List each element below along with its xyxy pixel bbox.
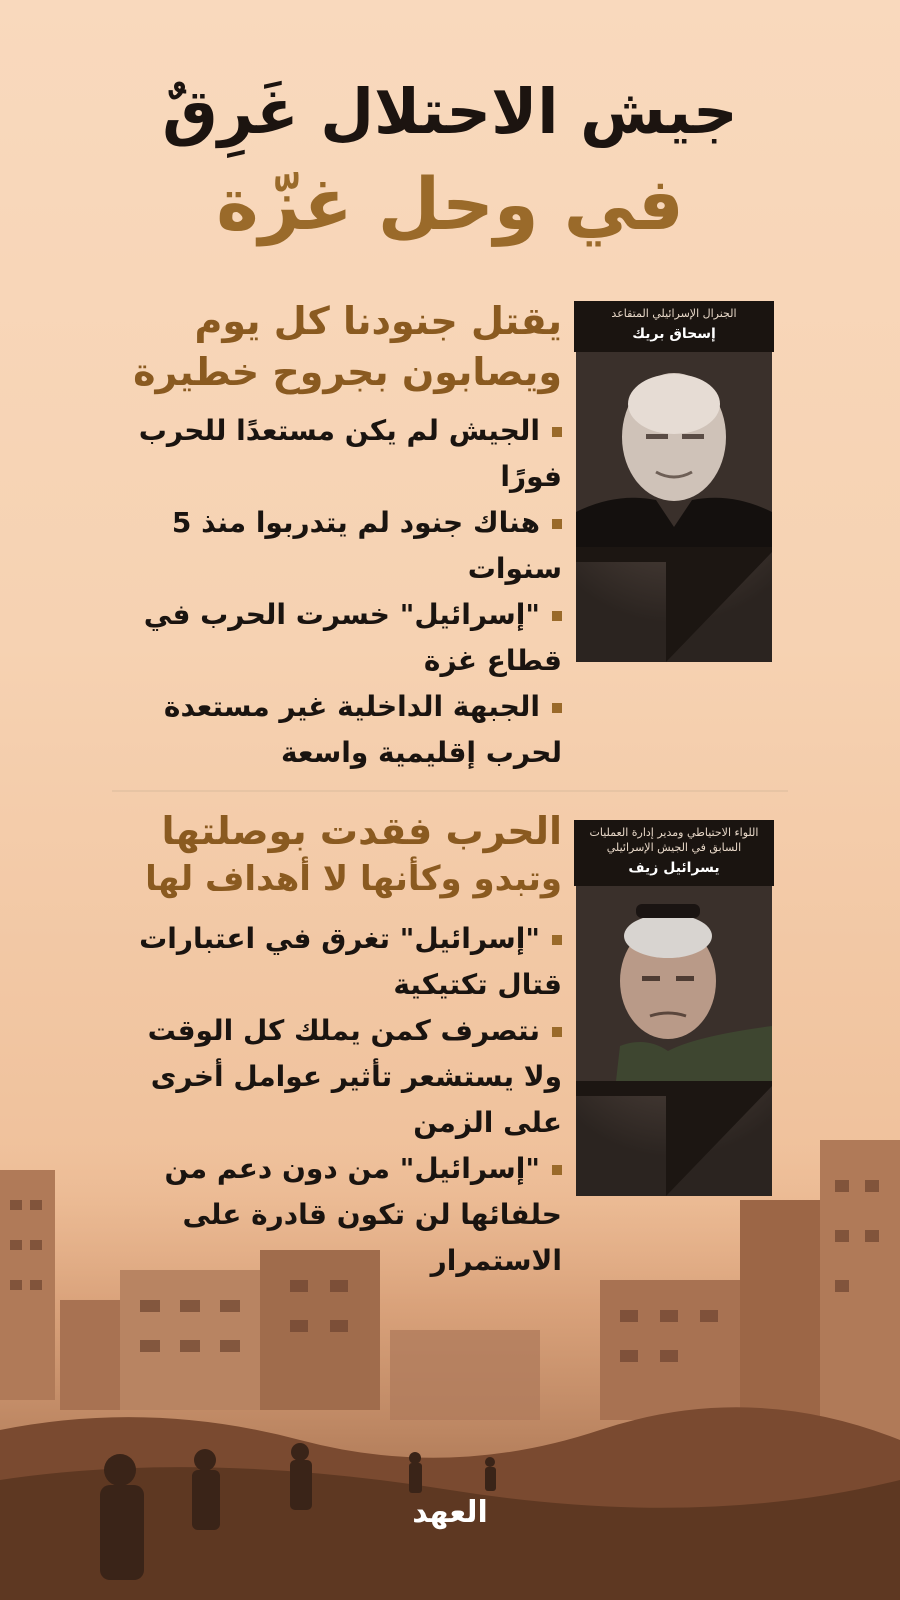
bullet-icon [552,703,562,713]
person-label [574,301,774,352]
bullet-icon [552,935,562,945]
bullet-icon [552,519,562,529]
headline-line: ويصابون بجروح خطيرة [133,350,562,395]
person-label [574,820,774,886]
headline-line: وتبدو وكأنها لا أهداف لها [145,859,562,900]
quote-tail-icon [576,547,772,662]
list-item: الجيش لم يكن مستعدًا للحرب فورًا [138,414,562,493]
bullet-icon [552,427,562,437]
portrait-icon [576,352,772,547]
section-divider [112,790,788,792]
page-subtitle: في وحل غزّة [216,162,684,246]
brand-logo: العهد [412,1495,488,1530]
headline [112,806,562,903]
headline-line: الحرب فقدت بوصلتها [161,809,562,853]
bullet-icon [552,1165,562,1175]
person-card [574,301,774,662]
list-item: هناك جنود لم يتدربوا منذ 5 سنوات [171,506,562,585]
person-role: اللواء الاحتياطي ومدير إدارة العمليات السابق في الجيش الإسرائيلي [589,826,759,854]
person-role: الجنرال الإسرائيلي المتقاعد [611,307,737,320]
section-brick [0,296,900,769]
bullet-icon [552,611,562,621]
quote-tail-icon [576,1081,772,1196]
bullet-list [122,916,562,1284]
headline-line: يقتل جنودنا كل يوم [194,299,562,343]
list-item: "إسرائيل" خسرت الحرب في قطاع غزة [143,598,562,677]
list-item: الجبهة الداخلية غير مستعدة لحرب إقليمية واسعة [163,690,562,769]
bullet-list [122,408,562,776]
bullet-icon [552,1027,562,1037]
list-item: نتصرف كمن يملك كل الوقت ولا يستشعر تأثير عوامل أخرى على الزمن [147,1014,562,1139]
person-name: يسرائيل زيف [628,859,720,876]
section-ziv [0,809,900,1277]
list-item: "إسرائيل" من دون دعم من حلفائها لن تكون قادرة على الاستمرار [164,1152,562,1277]
person-card [574,820,774,1196]
list-item: "إسرائيل" تغرق في اعتبارات قتال تكتيكية [139,922,562,1001]
page-title: جيش الاحتلال غَرِقٌ [162,75,738,148]
person-photo [576,886,772,1196]
person-name: إسحاق بريك [632,325,716,342]
portrait-icon [576,886,772,1081]
headline [112,296,562,399]
person-photo [576,352,772,662]
